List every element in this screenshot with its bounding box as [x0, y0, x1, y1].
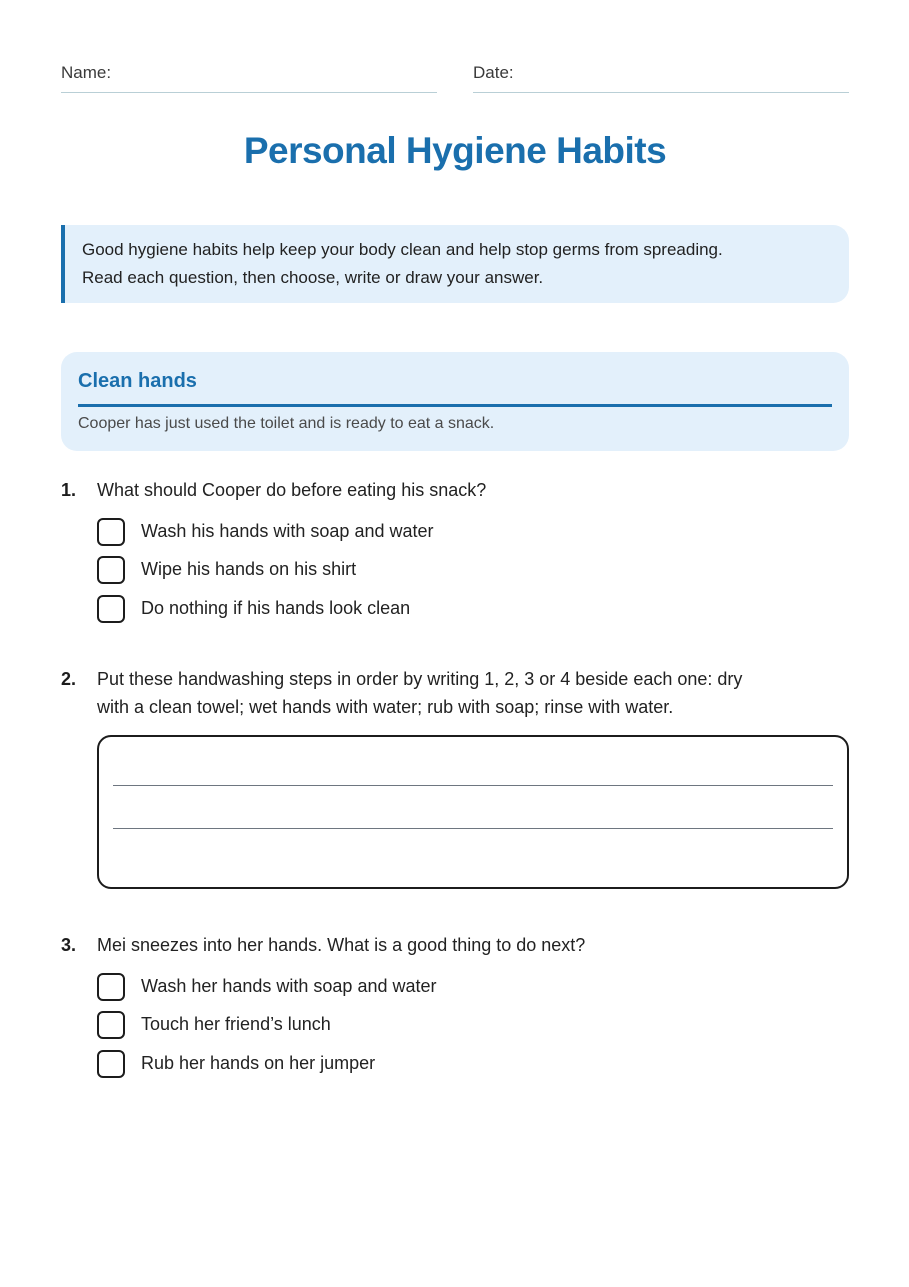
question-number: 1.	[61, 480, 77, 500]
section-panel	[61, 352, 849, 451]
writing-line	[113, 828, 833, 829]
option-label: Do nothing if his hands look clean	[141, 598, 411, 618]
intro-line-2: Read each question, then choose, write or draw your answer.	[82, 268, 544, 287]
writing-line	[113, 785, 833, 786]
answer-writing-box[interactable]	[97, 735, 849, 889]
checkbox[interactable]	[97, 973, 125, 1001]
option-label: Wash her hands with soap and water	[141, 976, 437, 996]
name-field[interactable]	[61, 60, 437, 93]
question-text-line-1: Put these handwashing steps in order by writing 1, 2, 3 or 4 beside each one: dry	[97, 669, 743, 689]
question-text: What should Cooper do before eating his snack?	[97, 480, 487, 500]
question-text-line-2: with a clean towel; wet hands with water; rub with soap; rinse with water.	[97, 697, 674, 717]
name-label: Name:	[61, 63, 112, 82]
date-field[interactable]	[473, 60, 849, 93]
option-label: Wash his hands with soap and water	[141, 521, 434, 541]
option-label: Rub her hands on her jumper	[141, 1053, 376, 1073]
section-subtitle: Cooper has just used the toilet and is ready to eat a snack.	[78, 415, 495, 432]
question-number: 2.	[61, 669, 77, 689]
name-date-row	[61, 60, 849, 92]
question-text: Mei sneezes into her hands. What is a good thing to do next?	[97, 935, 586, 955]
checkbox[interactable]	[97, 518, 125, 546]
checkbox[interactable]	[97, 1011, 125, 1039]
date-label: Date:	[473, 63, 514, 82]
section-divider	[78, 404, 832, 407]
section-title: Clean hands	[78, 370, 197, 392]
checkbox[interactable]	[97, 556, 125, 584]
option-label: Wipe his hands on his shirt	[141, 559, 357, 579]
option-label: Touch her friend’s lunch	[141, 1014, 331, 1034]
question-text	[97, 665, 849, 721]
question-number: 3.	[61, 935, 77, 955]
page-title: Personal Hygiene Habits	[243, 130, 667, 171]
checkbox[interactable]	[97, 595, 125, 623]
intro-line-1: Good hygiene habits help keep your body clean and help stop germs from spreading.	[82, 240, 723, 259]
intro-panel	[61, 225, 849, 303]
checkbox[interactable]	[97, 1050, 125, 1078]
